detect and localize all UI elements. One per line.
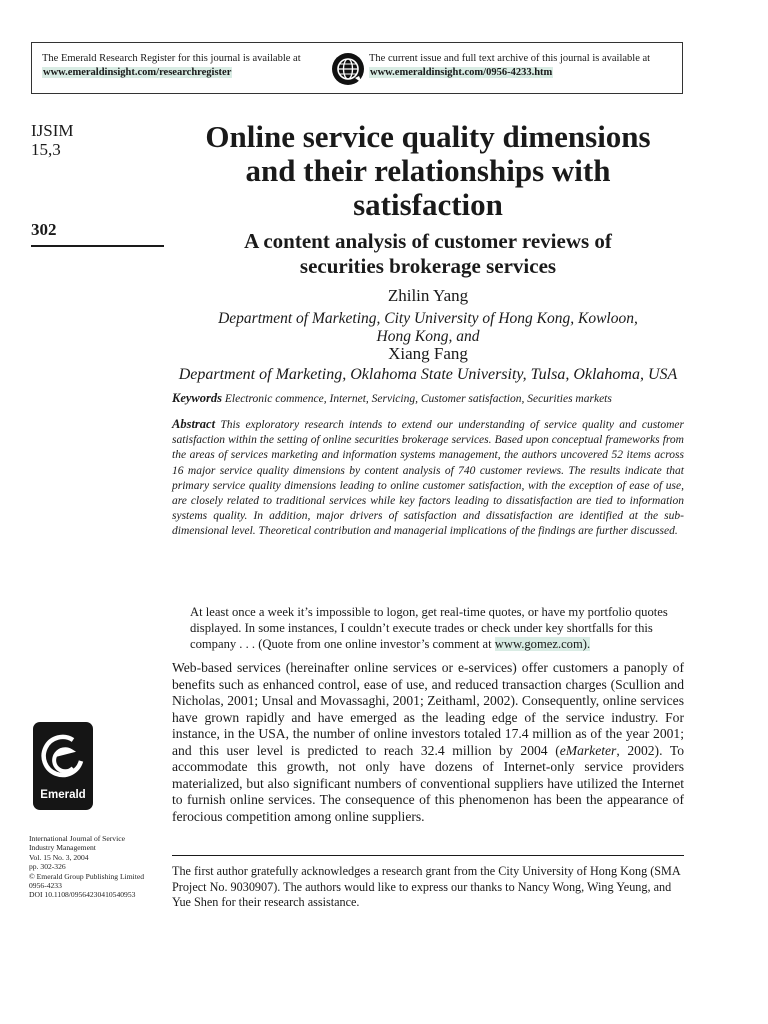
publication-info: [29, 834, 169, 900]
affiliation-line: Hong Kong, and: [376, 328, 480, 345]
epigraph-quote: [190, 604, 684, 652]
abstract-label: Abstract: [172, 417, 216, 431]
header-right-text: The current issue and full text archive of this journal is available at: [369, 53, 651, 64]
pub-info-line: Vol. 15 No. 3, 2004: [29, 852, 89, 862]
pub-info-line: DOI 10.1108/09564230410540953: [29, 890, 136, 900]
subtitle-line: securities brokerage services: [299, 254, 557, 278]
author-affiliation: [172, 310, 684, 346]
page-number-rule: [31, 245, 164, 247]
journal-abbrev: IJSIM: [31, 121, 74, 140]
journal-archive-link[interactable]: www.emeraldinsight.com/0956-4233.htm: [370, 67, 553, 78]
body-text-part: Web-based services (hereinafter online services or e-services) offer customers a panoply of benefits such as enhanced control, ease of use, and reduced transaction charges (Scullion and Nicholas, 2001; Unsal and Movassaghi, 2001; Zeithaml, 2002). Consequently, online services have grown rapidly and have emerged as the leading edge of the service industry. For instance, in the USA, the number of online investors totaled 17.4 million as of the year 2001; and this user level is predicted to reach 32.4 million by 2004 (: [172, 660, 684, 758]
title-line: satisfaction: [353, 187, 503, 222]
footnote-rule: [172, 855, 684, 856]
affiliation-line: Department of Marketing, City University of Hong Kong, Kowloon,: [218, 310, 638, 327]
pub-info-line: © Emerald Group Publishing Limited: [29, 871, 145, 881]
keywords: [172, 391, 684, 406]
pub-info-line: 0956-4233: [29, 881, 62, 891]
journal-ref: [31, 121, 74, 159]
article-subtitle: [172, 229, 684, 279]
pub-info-line: pp. 302-326: [29, 862, 66, 872]
header-left-text: The Emerald Research Register for this journal is available at: [42, 53, 301, 64]
keywords-label: Keywords: [172, 391, 222, 405]
header-right: [369, 52, 679, 80]
globe-icon: [331, 52, 365, 86]
body-text-part: , 2002). To accommodate this growth, not only have dozens of Internet-only service providers materialized, but also significant numbers of conventional suppliers have utilized the Internet to furnish online services. The consequence of this phenomenon has been the appearance of ferocious competition among online suppliers.: [172, 742, 685, 824]
abstract-text: This exploratory research intends to extend our understanding of service quality and customer satisfaction within the setting of online securities brokerage services. Based upon conceptual frameworks from the areas of services marketing and information systems management, the authors uncovered 52 items across 16 major service quality dimensions by content analysis of 740 customer reviews. The results indicate that primary service quality dimensions leading to online customer satisfaction, with the exception of ease of use, are closely related to traditional services while key factors leading to dissatisfaction are tied to information systems quality. In addition, major drivers of satisfaction and dissatisfaction are identified at the sub-dimensional level. Theoretical contribution and managerial implications of the findings are further discussed.: [172, 419, 684, 538]
keywords-text: Electronic commence, Internet, Servicing, Customer satisfaction, Securities markets: [224, 393, 612, 405]
header-box: [31, 42, 683, 94]
subtitle-line: A content analysis of customer reviews of: [244, 229, 612, 253]
author-name: Zhilin Yang: [387, 286, 469, 305]
body-paragraph: [172, 660, 684, 825]
page-number: 302: [31, 220, 57, 239]
abstract: [172, 417, 684, 540]
citation-source: eMarketer: [559, 742, 617, 758]
emerald-logo: [33, 722, 93, 810]
author-affiliation: Department of Marketing, Oklahoma State University, Tulsa, Oklahoma, USA: [178, 366, 678, 383]
pub-info-line: Industry Management: [29, 843, 96, 853]
header-left: [42, 52, 332, 80]
quote-text: At least once a week it’s impossible to logon, get real-time quotes, or have my portfolio quotes displayed. In some instances, I couldn’t execute trades or check under key shortfalls for this company . . . (Quote from one online investor’s comment at: [190, 605, 668, 651]
research-register-link[interactable]: www.emeraldinsight.com/researchregister: [43, 67, 232, 78]
author-name: Xiang Fang: [388, 344, 468, 363]
journal-volume-issue: 15,3: [31, 140, 61, 159]
title-line: Online service quality dimensions: [205, 119, 651, 154]
pub-info-line: International Journal of Service: [29, 834, 125, 843]
quote-source-link[interactable]: www.gomez.com).: [494, 637, 591, 651]
emerald-logo-text: Emerald: [40, 789, 86, 801]
title-line: and their relationships with: [245, 153, 611, 188]
footnote: The first author gratefully acknowledges a research grant from the City University of Hong Kong (SMA Project No. 9030907). The authors would like to express our thanks to Nancy Wong, Wing Yeung, and Yue Shen for their research assistance.: [172, 864, 681, 909]
article-title: [172, 120, 684, 222]
emerald-logo-icon: [40, 731, 86, 783]
